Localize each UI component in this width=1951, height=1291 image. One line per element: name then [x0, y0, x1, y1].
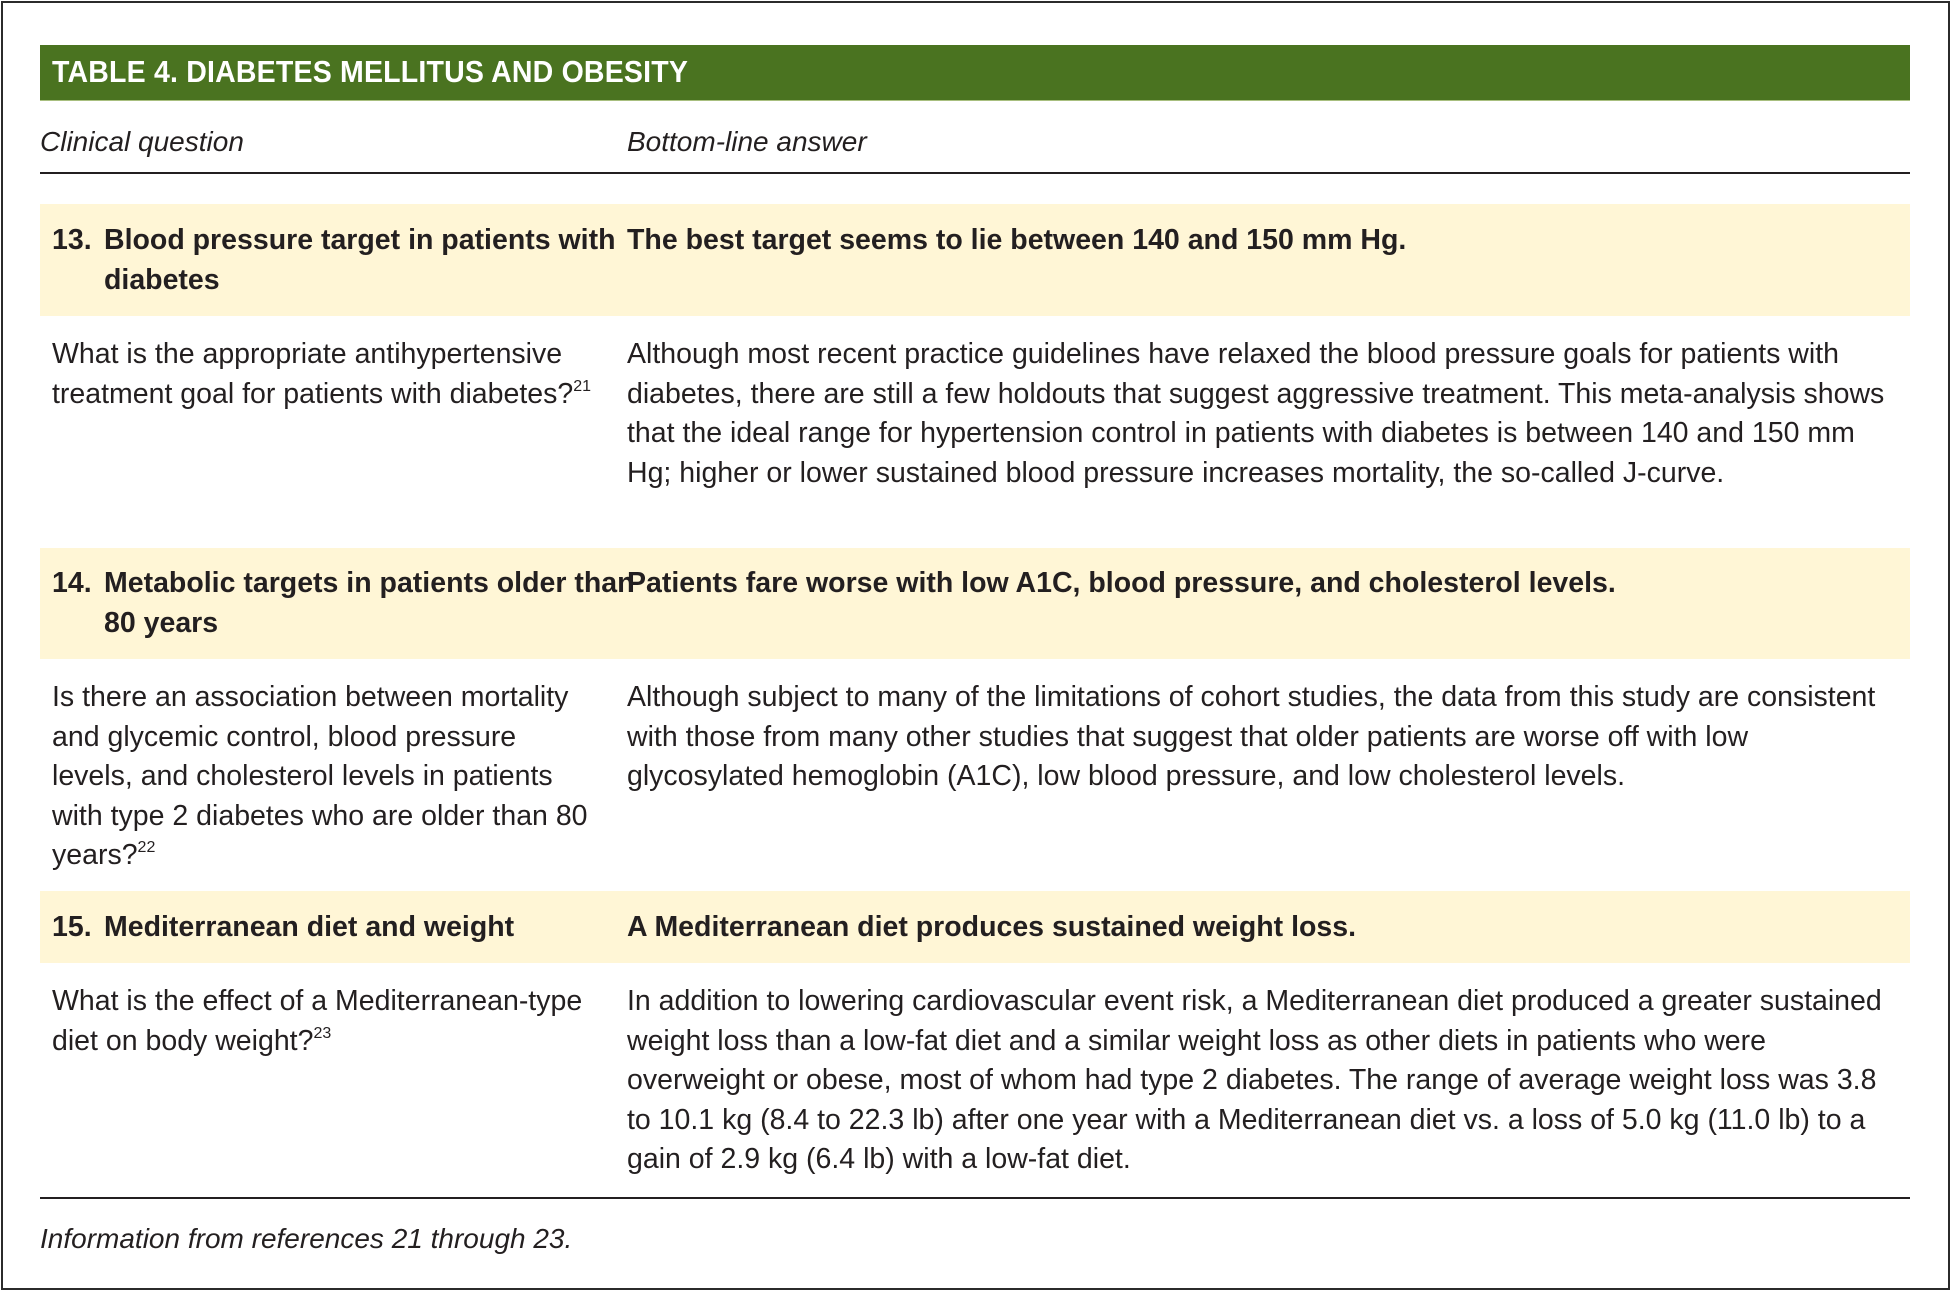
- question-text: What is the appropriate antihypertensive treatment goal for patients with diabetes?: [52, 338, 574, 410]
- table-title: TABLE 4. DIABETES MELLITUS AND OBESITY: [52, 54, 689, 89]
- question-text: What is the effect of a Mediterranean-type diet on body weight?: [52, 985, 583, 1057]
- reference-superscript: 22: [137, 839, 156, 856]
- row-14-question: [52, 678, 592, 876]
- row-13-question: [52, 335, 592, 414]
- row-number: 14.: [52, 567, 92, 599]
- row-number: 13.: [52, 224, 92, 256]
- table-title-bar: [40, 45, 1910, 101]
- row-13-topic: [52, 221, 644, 300]
- row-14-bottom-line: Patients fare worse with low A1C, blood pressure, and cholesterol levels.: [627, 567, 1616, 599]
- topic-text: Blood pressure target in patients with diabetes: [104, 224, 616, 296]
- row-14-answer: Although subject to many of the limitations of cohort studies, the data from this study are consistent with those from many other studies that suggest that older patients are worse off with low glycosylated hemoglobin (A1C), low blood pressure, and low cholesterol levels.: [627, 681, 1876, 792]
- column-header-question: Clinical question: [40, 126, 244, 157]
- row-13-bottom-line: The best target seems to lie between 140 and 150 mm Hg.: [627, 224, 1407, 256]
- reference-superscript: 21: [573, 377, 592, 395]
- row-number: 15.: [52, 911, 92, 943]
- row-15-topic: [52, 908, 612, 948]
- header-rule: [40, 172, 1910, 174]
- column-header-answer: Bottom-line answer: [627, 126, 867, 157]
- table-footnote: Information from references 21 through 23.: [40, 1223, 573, 1254]
- row-15-bottom-line: A Mediterranean diet produces sustained weight loss.: [627, 911, 1357, 943]
- footer-rule: [40, 1197, 1910, 1199]
- row-14-topic: [52, 564, 644, 643]
- question-text: Is there an association between mortality and glycemic control, blood pressure levels, and cholesterol levels in patients with type 2 diabetes who are older than 80 years?: [52, 681, 588, 871]
- row-15-answer: In addition to lowering cardiovascular event risk, a Mediterranean diet produced a greater sustained weight loss than a low-fat diet and a similar weight loss as other diets in patients who were overweight or obese, most of whom had type 2 diabetes. The range of average weight loss was 3.8 to 10.1 kg (8.4 to 22.3 lb) after one year with a Mediterranean diet vs. a loss of 5.0 kg (11.0 lb) to a gain of 2.9 kg (6.4 lb) with a low-fat diet.: [627, 985, 1882, 1175]
- topic-text: Metabolic targets in patients older than 80 years: [104, 567, 635, 639]
- row-13-answer: Although most recent practice guidelines have relaxed the blood pressure goals for patients with diabetes, there are still a few holdouts that suggest aggressive treatment. This meta-analysis shows that the ideal range for hypertension control in patients with diabetes is between 140 and 150 mm Hg; higher or lower sustained blood pressure increases mortality, the so-called J-curve.: [627, 338, 1885, 489]
- row-15-question: [52, 982, 592, 1061]
- reference-superscript: 23: [313, 1024, 332, 1042]
- topic-text: Mediterranean diet and weight: [104, 911, 515, 943]
